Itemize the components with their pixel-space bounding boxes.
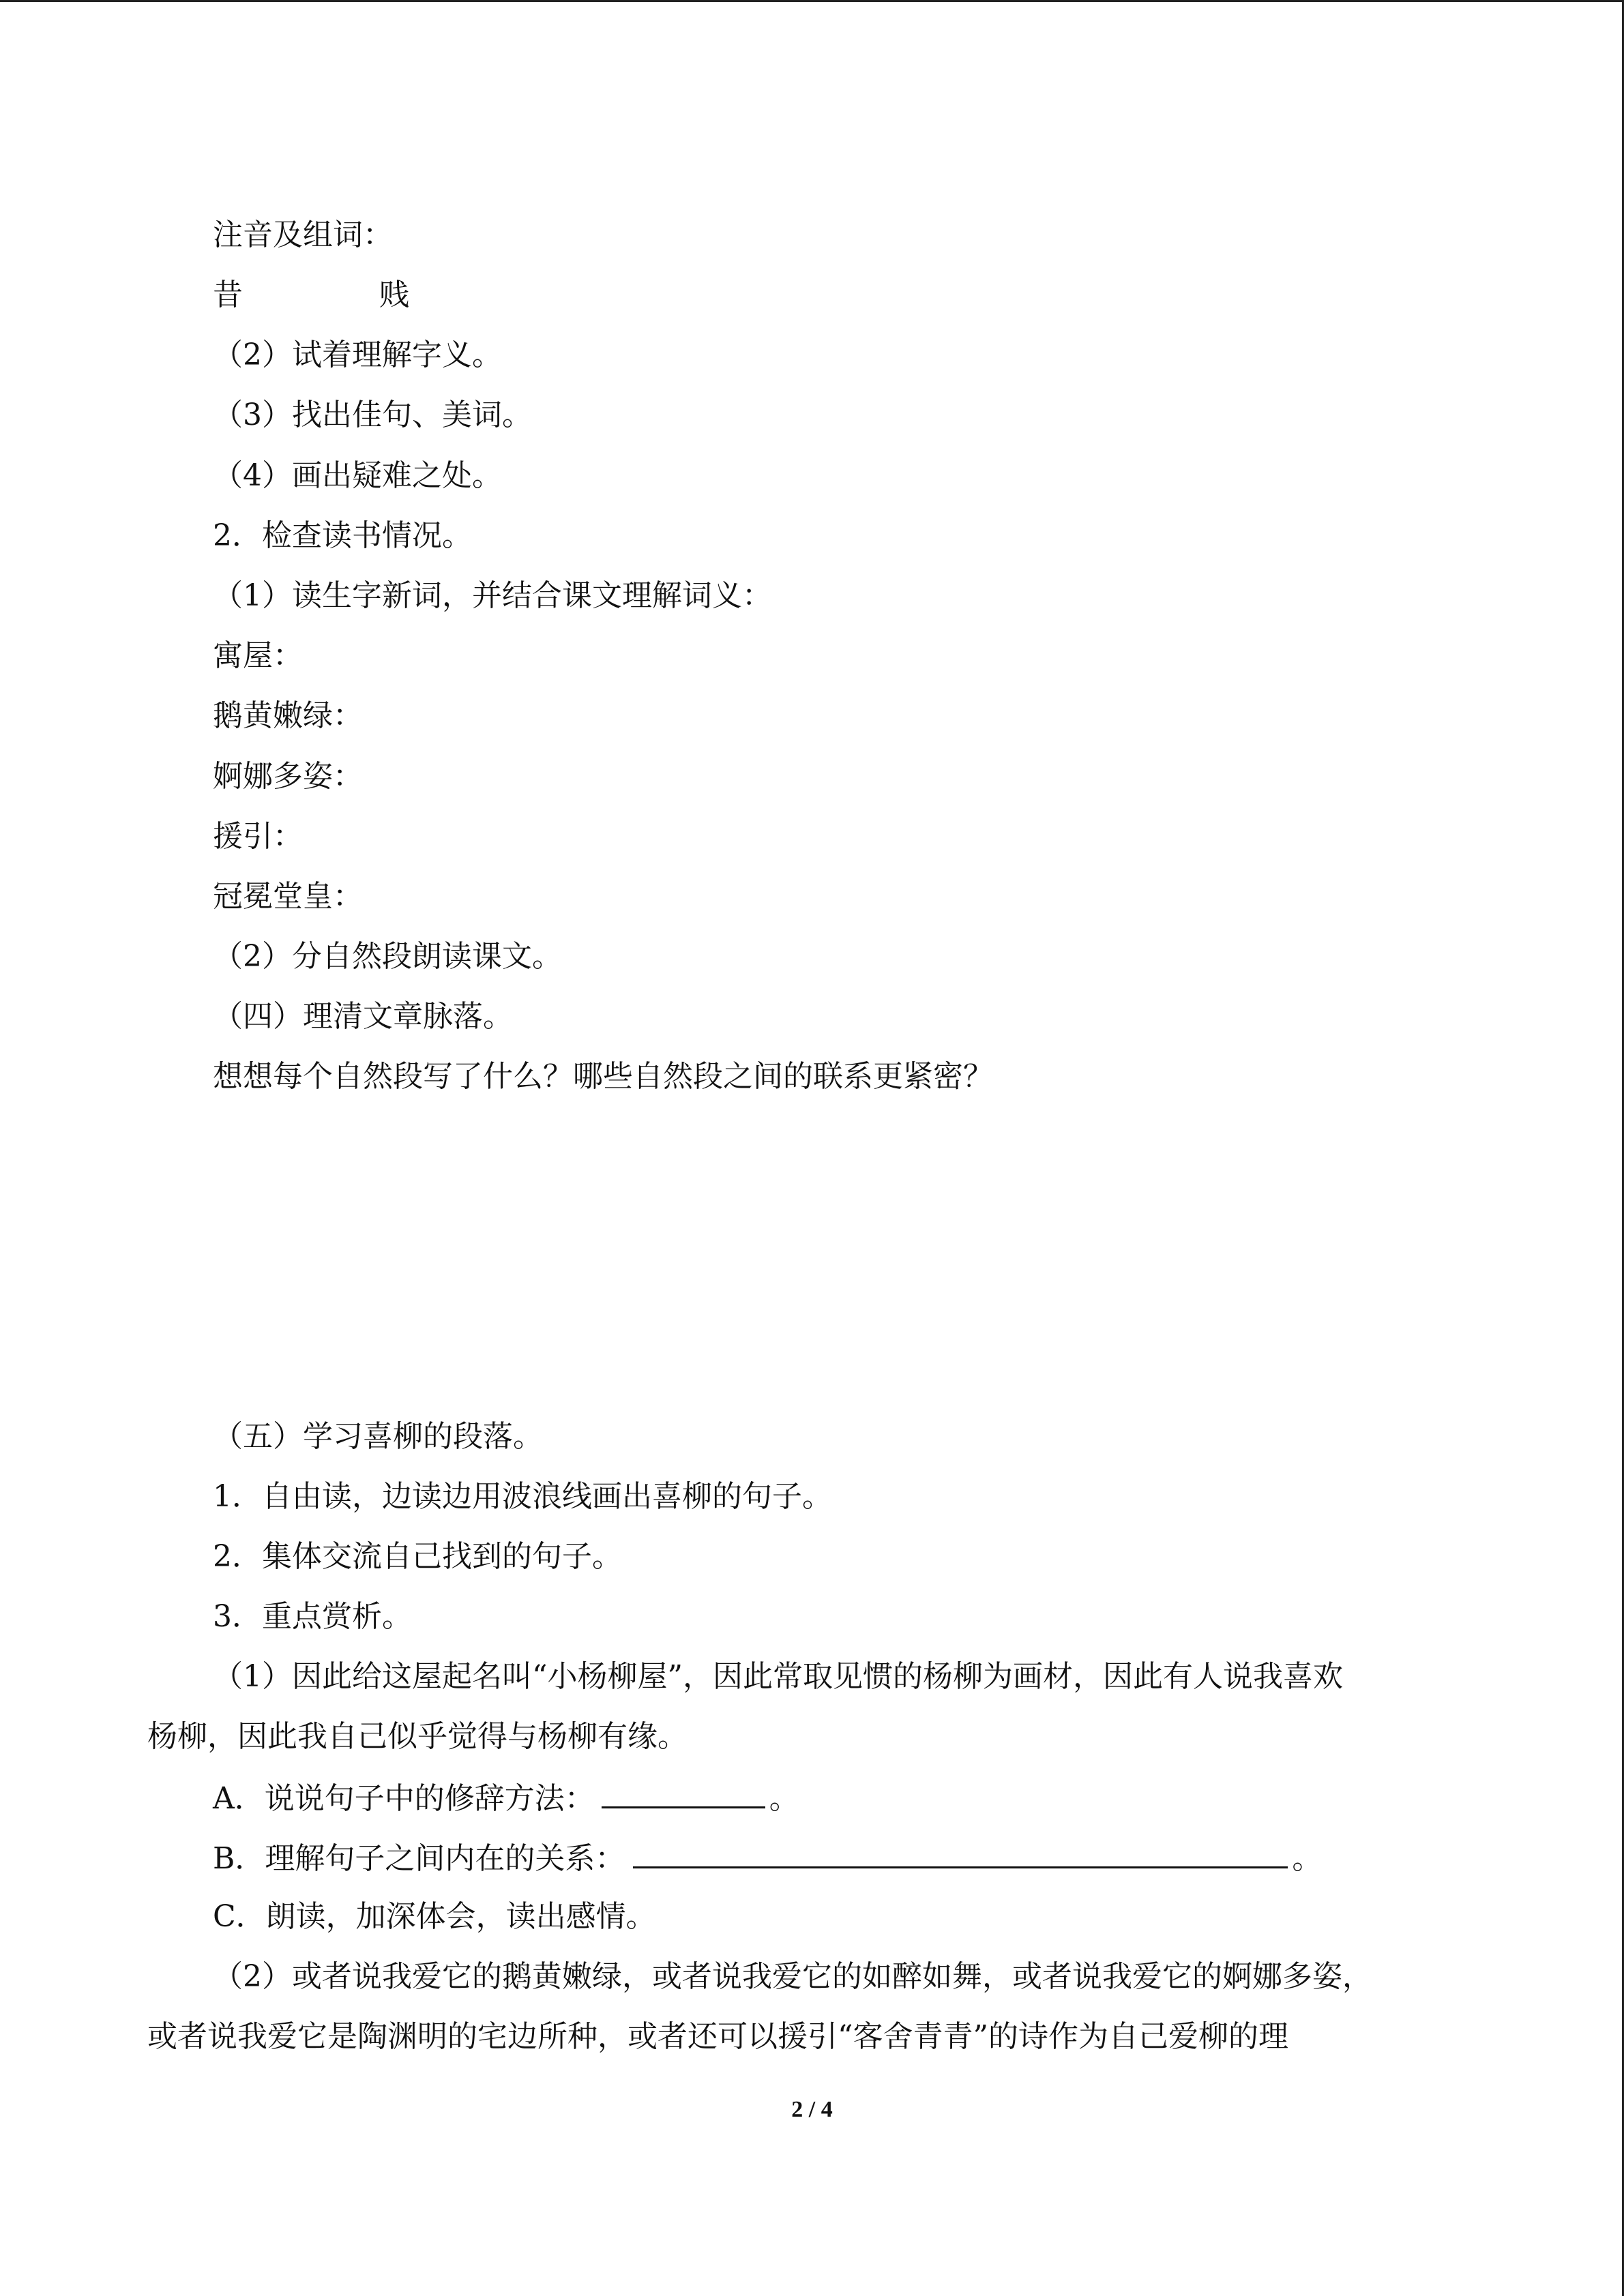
vocab-line: 援引： [213,819,303,854]
text-line: （4）画出疑难之处。 [213,458,502,493]
paragraph-line: （2）或者说我爱它的鹅黄嫩绿，或者说我爱它的如醉如舞，或者说我爱它的婀娜多姿， [213,1959,1372,1994]
text-line [213,275,409,316]
question-b [213,1836,1322,1879]
question-c: C．朗读，加深体会，读出感情。 [213,1899,656,1934]
text-line: 注音及组词： [213,218,393,252]
page-border-top [0,0,1624,2]
vocab-line: 婀娜多姿： [213,759,363,794]
text-line: （2）试着理解字义。 [213,338,502,372]
text-line: 2．检查读书情况。 [213,518,472,553]
text-line: 1．自由读，边读边用波浪线画出喜柳的句子。 [213,1479,832,1514]
paragraph-line: 杨柳，因此我自己似乎觉得与杨柳有缘。 [147,1719,688,1754]
section-heading: （四）理清文章脉落。 [213,999,513,1034]
paragraph-line: （1）因此给这屋起名叫“小杨柳屋”，因此常取见惯的杨柳为画材，因此有人说我喜欢 [213,1659,1343,1694]
answer-blank-b[interactable] [633,1836,1288,1868]
text-line: （3）找出佳句、美词。 [213,398,532,432]
vocab-line: 冠冕堂皇： [213,879,363,914]
character-jian: 贱 [379,278,409,312]
question-b-text: B．理解句子之间内在的关系： [213,1841,625,1876]
text-line: （1）读生字新词，并结合课文理解词义： [213,578,772,613]
vocab-line: 鹅黄嫩绿： [213,698,363,733]
question-b-end: 。 [1292,1841,1323,1876]
paragraph-line: 或者说我爱它是陶渊明的宅边所种，或者还可以援引“客舍青青”的诗作为自己爱柳的理 [147,2019,1288,2054]
text-line: 想想每个自然段写了什么？哪些自然段之间的联系更紧密？ [213,1059,993,1094]
section-heading: （五）学习喜柳的段落。 [213,1419,543,1454]
text-line: （2）分自然段朗读课文。 [213,939,562,974]
page-number: 2 / 4 [791,2097,833,2122]
character-xi: 昔 [213,278,243,312]
text-line: 2．集体交流自己找到的句子。 [213,1539,622,1574]
question-a-end: 。 [769,1781,799,1816]
vocab-line: 寓屋： [213,638,303,673]
question-a [213,1776,799,1819]
question-a-text: A．说说句子中的修辞方法： [213,1781,595,1816]
answer-blank-a[interactable] [602,1776,765,1808]
text-line: 3．重点赏析。 [213,1599,412,1634]
